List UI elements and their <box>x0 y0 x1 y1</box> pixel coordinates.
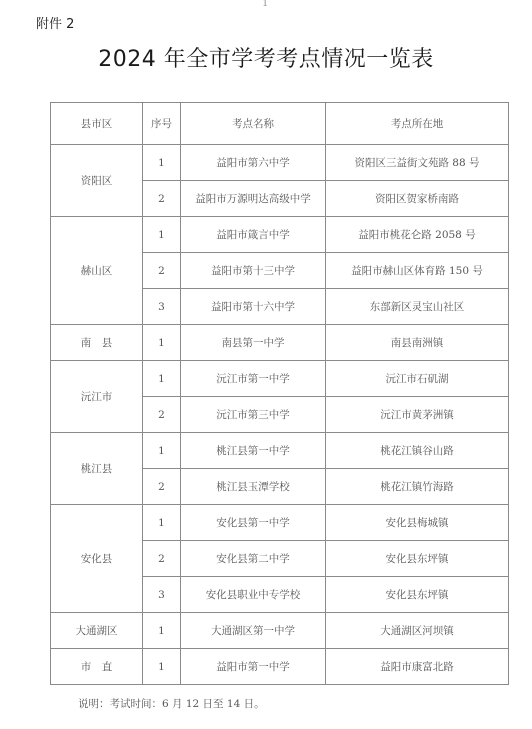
seq-cell: 1 <box>143 613 181 649</box>
table-row <box>51 613 509 649</box>
site-name-cell: 沅江市第一中学 <box>181 361 326 397</box>
county-cell: 赫山区 <box>51 217 143 325</box>
seq-cell: 1 <box>143 649 181 685</box>
table-row <box>51 505 509 541</box>
seq-cell: 2 <box>143 469 181 505</box>
site-name-cell: 安化县第二中学 <box>181 541 326 577</box>
exam-site-table <box>50 102 509 685</box>
header-seq: 序号 <box>143 103 181 145</box>
header-site-location: 考点所在地 <box>326 103 509 145</box>
seq-cell: 3 <box>143 577 181 613</box>
site-name-cell: 益阳市第一中学 <box>181 649 326 685</box>
county-cell: 大通湖区 <box>51 613 143 649</box>
table-header-row <box>51 103 509 145</box>
site-location-cell: 资阳区贺家桥南路 <box>326 181 509 217</box>
site-location-cell: 南县南洲镇 <box>326 325 509 361</box>
site-name-cell: 益阳市第十六中学 <box>181 289 326 325</box>
table-row <box>51 217 509 253</box>
seq-cell: 3 <box>143 289 181 325</box>
county-cell: 南 县 <box>51 325 143 361</box>
page-number-mark: 1 <box>262 0 269 9</box>
site-name-cell: 益阳市第六中学 <box>181 145 326 181</box>
site-location-cell: 安化县东坪镇 <box>326 577 509 613</box>
site-location-cell: 资阳区三益街文苑路 88 号 <box>326 145 509 181</box>
header-site-name: 考点名称 <box>181 103 326 145</box>
table-body <box>51 145 509 685</box>
site-name-cell: 益阳市万源明达高级中学 <box>181 181 326 217</box>
site-location-cell: 益阳市康富北路 <box>326 649 509 685</box>
seq-cell: 1 <box>143 325 181 361</box>
table-row <box>51 145 509 181</box>
site-location-cell: 安化县梅城镇 <box>326 505 509 541</box>
county-cell: 桃江县 <box>51 433 143 505</box>
site-location-cell: 益阳市桃花仑路 2058 号 <box>326 217 509 253</box>
county-cell: 资阳区 <box>51 145 143 217</box>
county-cell: 安化县 <box>51 505 143 613</box>
site-location-cell: 益阳市赫山区体育路 150 号 <box>326 253 509 289</box>
site-name-cell: 安化县第一中学 <box>181 505 326 541</box>
site-name-cell: 桃江县第一中学 <box>181 433 326 469</box>
site-name-cell: 沅江市第三中学 <box>181 397 326 433</box>
site-location-cell: 桃花江镇竹海路 <box>326 469 509 505</box>
site-name-cell: 益阳市第十三中学 <box>181 253 326 289</box>
site-location-cell: 沅江市石矶湖 <box>326 361 509 397</box>
table-row <box>51 361 509 397</box>
seq-cell: 1 <box>143 361 181 397</box>
site-location-cell: 安化县东坪镇 <box>326 541 509 577</box>
seq-cell: 2 <box>143 181 181 217</box>
county-cell: 市 直 <box>51 649 143 685</box>
document-title: 2024 年全市学考考点情况一览表 <box>98 47 434 72</box>
seq-cell: 2 <box>143 253 181 289</box>
site-location-cell: 沅江市黄茅洲镇 <box>326 397 509 433</box>
seq-cell: 1 <box>143 217 181 253</box>
site-name-cell: 南县第一中学 <box>181 325 326 361</box>
seq-cell: 2 <box>143 541 181 577</box>
table-row <box>51 325 509 361</box>
exam-time-note: 说明：考试时间：6 月 12 日至 14 日。 <box>78 698 265 710</box>
site-location-cell: 桃花江镇谷山路 <box>326 433 509 469</box>
site-name-cell: 桃江县玉潭学校 <box>181 469 326 505</box>
seq-cell: 2 <box>143 397 181 433</box>
table-row <box>51 433 509 469</box>
site-location-cell: 大通湖区河坝镇 <box>326 613 509 649</box>
table-row <box>51 649 509 685</box>
seq-cell: 1 <box>143 145 181 181</box>
site-name-cell: 大通湖区第一中学 <box>181 613 326 649</box>
site-name-cell: 安化县职业中专学校 <box>181 577 326 613</box>
county-cell: 沅江市 <box>51 361 143 433</box>
site-location-cell: 东部新区灵宝山社区 <box>326 289 509 325</box>
attachment-label: 附件 2 <box>36 17 75 32</box>
seq-cell: 1 <box>143 505 181 541</box>
seq-cell: 1 <box>143 433 181 469</box>
site-name-cell: 益阳市箴言中学 <box>181 217 326 253</box>
header-county: 县市区 <box>51 103 143 145</box>
